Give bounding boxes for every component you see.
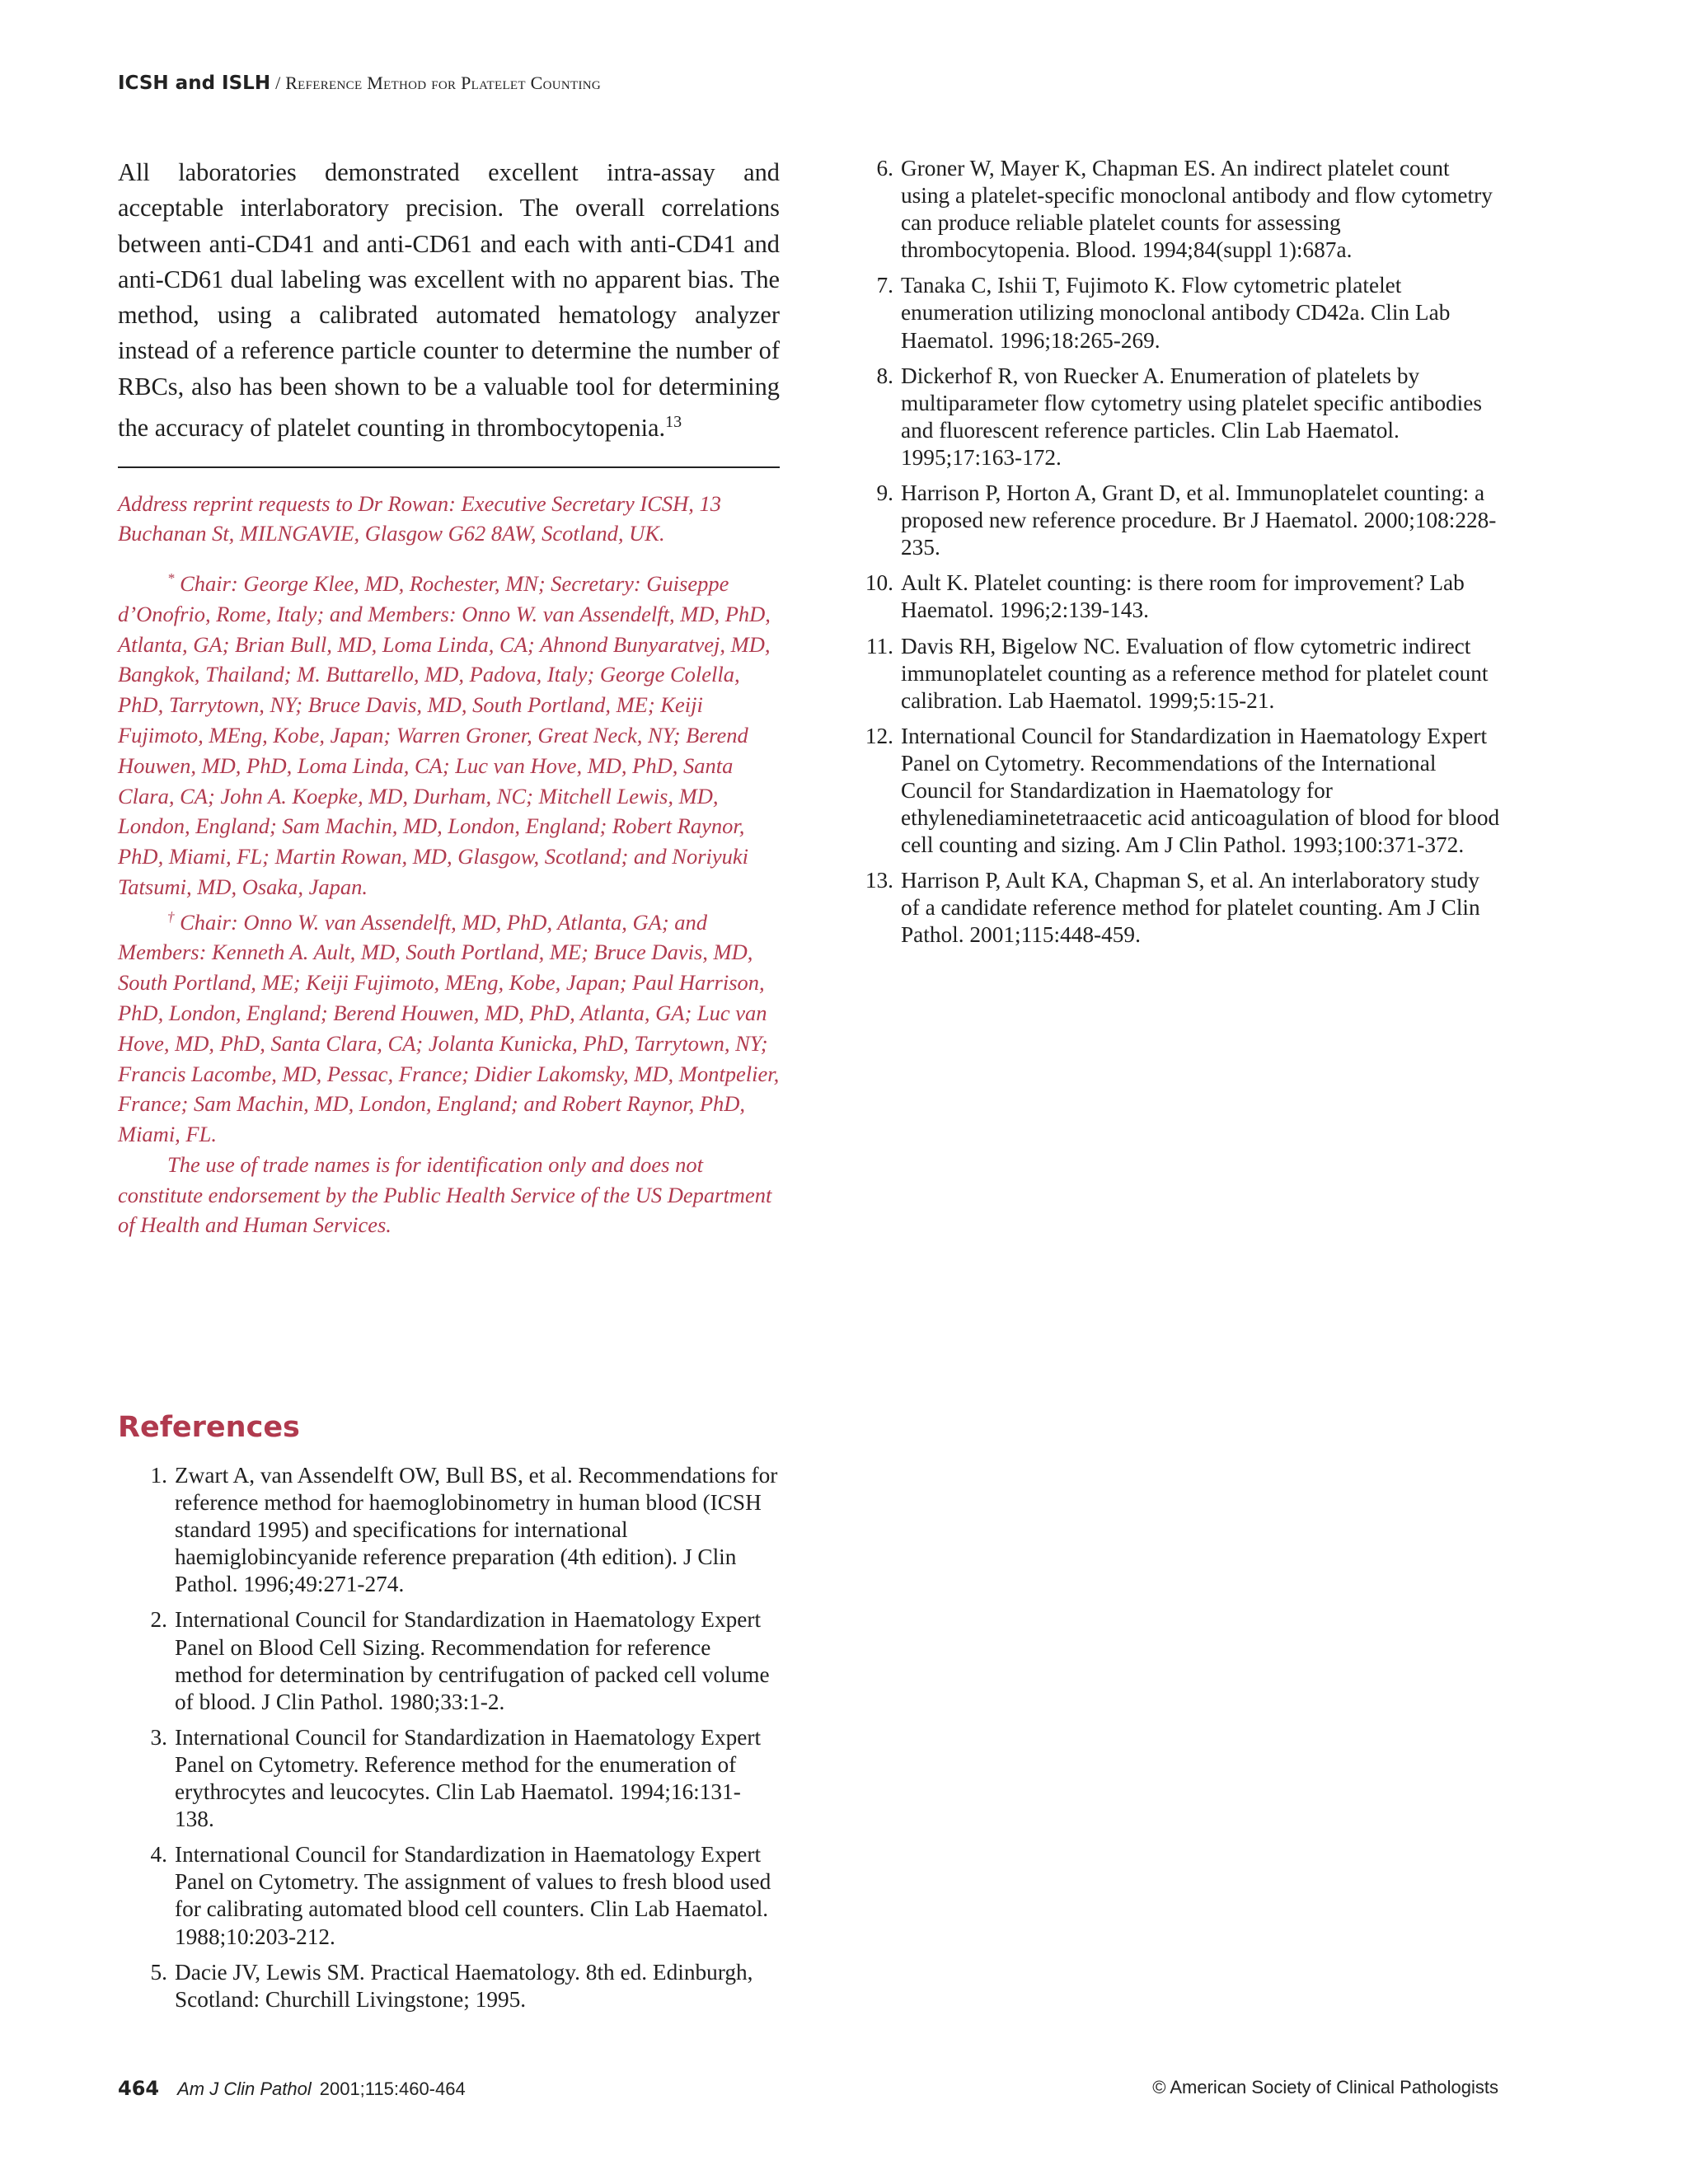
citation-superscript: 13 (665, 413, 682, 432)
reference-number: 12. (865, 723, 893, 748)
running-header (118, 73, 601, 94)
reference-text: Davis RH, Bigelow NC. Evaluation of flow cytometric indirect immunoplatelet counting as a reference method for platelet count calibration. Lab Haematol. 1999;5:15-21. (901, 633, 1489, 713)
reference-text: International Council for Standardization in Haematology Expert Panel on Cytometry. Reference method for the enumeration of erythrocytes and leucocytes. Clin Lab Haematol. 1994;16:131-138. (175, 1724, 762, 1832)
reference-item (118, 1959, 780, 2013)
reference-number: 6. (876, 156, 893, 180)
reference-item (118, 1841, 780, 1950)
body-text: All laboratories demonstrated excellent intra-assay and acceptable interlaboratory precision. The overall correlations between anti-CD41 and anti-CD61 and each with anti-CD41 and anti-CD61 dual labeling was excellent with no apparent bias. The method, using a calibrated automated hematology analyzer instead of a reference particle counter to determine the number of RBCs, also has been shown to be a valuable tool for determining the accuracy of platelet counting in thrombocytopenia. (118, 158, 780, 443)
header-brand: ICSH and ISLH (118, 73, 271, 94)
committee-text-icsh: Chair: George Klee, MD, Rochester, MN; Secretary: Guiseppe d’Onofrio, Rome, Italy; and Members: Onno W. van Assendelft, MD, PhD, Atlanta, GA; Brian Bull, MD, Loma Linda, CA; Ahnond Bunyaratvej, MD, Bangkok, Thailand; M. Buttarello, MD, Padova, Italy; George Colella, PhD, Tarrytown, NY; Bruce Davis, MD, South Portland, ME; Keiji Fujimoto, MEng, Kobe, Japan; Warren Groner, Great Neck, NY; Berend Houwen, MD, PhD, Loma Linda, CA; Luc van Hove, MD, PhD, Santa Clara, CA; John A. Koepke, MD, Durham, NC; Mitchell Lewis, MD, London, England; Sam Machin, MD, London, England; Robert Raynor, PhD, Miami, FL; Martin Rowan, MD, Glasgow, Scotland; and Noriyuki Tatsumi, MD, Osaka, Japan. (118, 570, 771, 899)
asterisk-mark: * (167, 570, 175, 587)
dagger-mark: † (167, 908, 175, 925)
references-list-left (118, 1462, 780, 2022)
page-number: 464 (118, 2077, 160, 2100)
reference-item (844, 569, 1503, 624)
reference-number: 5. (150, 1959, 167, 1985)
reference-item (844, 723, 1503, 859)
reference-item (844, 155, 1503, 264)
header-title: Reference Method for Platelet Counting (285, 73, 602, 93)
footer-left (118, 2077, 466, 2100)
reference-number: 9. (876, 480, 893, 506)
reference-number: 2. (150, 1607, 167, 1633)
journal-citation: 2001;115:460-464 (319, 2079, 466, 2099)
committee-text-islh: Chair: Onno W. van Assendelft, MD, PhD, Atlanta, GA; and Members: Kenneth A. Ault, MD, South Portland, ME; Bruce Davis, MD, South Portland, ME; Keiji Fujimoto, MEng, Kobe, Japan; Paul Harrison, PhD, London, England; Berend Houwen, MD, PhD, Atlanta, GA; Luc van Hove, MD, PhD, Santa Clara, CA; Jolanta Kunicka, PhD, Tarrytown, NY; Francis Lacombe, MD, Pessac, France; Didier Lakomsky, MD, Montpelier, France; Sam Machin, MD, London, England; and Robert Raynor, PhD, Miami, FL. (118, 909, 780, 1147)
body-paragraph (118, 155, 780, 447)
reference-item (118, 1462, 780, 1598)
header-separator: / (275, 73, 281, 93)
reference-text: Tanaka C, Ishii T, Fujimoto K. Flow cytometric platelet enumeration utilizing monoclonal antibody CD42a. Clin Lab Haematol. 1996;18:265-269. (901, 273, 1451, 353)
reference-item (844, 633, 1503, 715)
right-column (844, 155, 1503, 958)
reference-number: 4. (150, 1842, 167, 1868)
footnotes (118, 489, 780, 1241)
reference-item (844, 363, 1503, 471)
reference-text: Zwart A, van Assendelft OW, Bull BS, et al. Recommendations for reference method for haemoglobinometry in human blood (ICSH standard 1995) and specifications for international haemiglobincyanide reference preparation (4th edition). J Clin Pathol. 1996;49:271-274. (175, 1463, 778, 1597)
reprint-address: Address reprint requests to Dr Rowan: Executive Secretary ICSH, 13 Buchanan St, MILNGAVIE, Glasgow G62 8AW, Scotland, UK. (118, 490, 722, 546)
reference-text: International Council for Standardization in Haematology Expert Panel on Blood Cell Sizing. Recommendation for reference method for determination by centrifugation of packed cell volume of blood. J Clin Pathol. 1980;33:1-2. (175, 1607, 770, 1714)
reference-number: 3. (150, 1724, 167, 1750)
reference-item (118, 1724, 780, 1833)
reference-text: Harrison P, Horton A, Grant D, et al. Immunoplatelet counting: a proposed new reference procedure. Br J Haematol. 2000;108:228-235. (901, 480, 1497, 560)
copyright: © American Society of Clinical Pathologists (1152, 2077, 1498, 2097)
committee-note-islh (118, 902, 780, 1150)
reference-text: International Council for Standardization in Haematology Expert Panel on Cytometry. Recommendations of the International Council for Standardization in Haematology for ethylenediaminetetraacetic acid anticoagulation of blood for blood cell counting and sizing. Am J Clin Pathol. 1993;100:371-372. (901, 723, 1500, 858)
footnote-rule (118, 466, 780, 468)
left-column (118, 155, 780, 1240)
reference-number: 7. (876, 273, 893, 298)
trade-name-disclaimer: The use of trade names is for identification only and does not constitute endorsement by the Public Health Service of the US Department of Health and Human Services. (118, 1151, 772, 1238)
reference-item (844, 480, 1503, 561)
committee-note-icsh (118, 564, 780, 902)
references-list-right (844, 155, 1503, 949)
reference-item (844, 867, 1503, 949)
reference-text: Groner W, Mayer K, Chapman ES. An indirect platelet count using a platelet-specific monoclonal antibody and flow cytometry can produce reliable platelet counts for assessing thrombocytopenia. Blood. 1994;84(suppl 1):687a. (901, 156, 1493, 263)
reference-number: 10. (865, 570, 893, 596)
reference-text: International Council for Standardization in Haematology Expert Panel on Cytometry. The assignment of values to fresh blood used for calibrating automated blood cell counters. Clin Lab Haematol. 1988;10:203-212. (175, 1842, 771, 1949)
reference-text: Ault K. Platelet counting: is there room for improvement? Lab Haematol. 1996;2:139-143. (901, 570, 1465, 623)
reference-item (118, 1606, 780, 1715)
reference-number: 8. (876, 363, 893, 388)
journal-name: Am J Clin Pathol (177, 2079, 312, 2099)
reference-number: 1. (150, 1463, 167, 1488)
references-heading: References (118, 1411, 300, 1444)
reference-text: Dacie JV, Lewis SM. Practical Haematology. 8th ed. Edinburgh, Scotland: Churchill Livingstone; 1995. (175, 1959, 753, 2012)
reference-number: 11. (865, 633, 893, 658)
reference-text: Dickerhof R, von Ruecker A. Enumeration of platelets by multiparameter flow cytometry using platelet specific antibodies and fluorescent reference particles. Clin Lab Haematol. 1995;17:163-172. (901, 363, 1482, 470)
reference-text: Harrison P, Ault KA, Chapman S, et al. An interlaboratory study of a candidate reference method for platelet counting. Am J Clin Pathol. 2001;115:448-459. (901, 868, 1480, 948)
reference-number: 13. (865, 868, 893, 893)
reference-item (844, 272, 1503, 354)
